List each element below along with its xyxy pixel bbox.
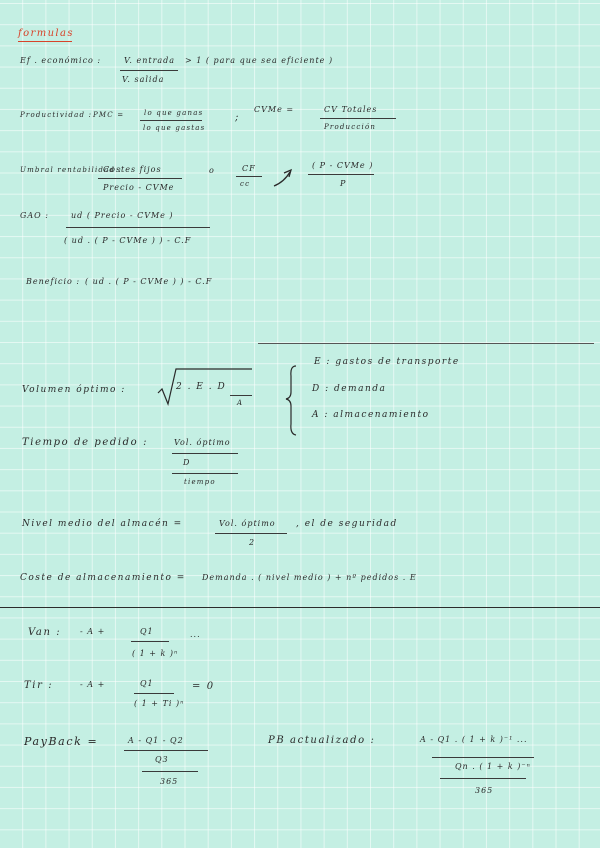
payback-updated-middle: Qn . ( 1 + k )⁻ⁿ — [455, 762, 531, 771]
efficiency-label: Ef . económico : — [20, 56, 102, 65]
order-time-label: Tiempo de pedido : — [22, 437, 149, 448]
break-even-denominator: Precio - CVMe — [103, 183, 175, 192]
payback-updated-denominator: 365 — [475, 786, 494, 795]
order-time-numerator: Vol. óptimo — [174, 438, 231, 447]
average-level-denominator: 2 — [249, 538, 256, 547]
efficiency-condition: > 1 ( para que sea eficiente ) — [185, 56, 334, 65]
payback-numerator: A - Q1 - Q2 — [128, 736, 184, 745]
efficiency-numerator: V. entrada — [124, 56, 176, 65]
square-root-sign — [158, 369, 252, 404]
productivity-label: Productividad : — [20, 111, 93, 119]
break-even-numerator: Costes fijos — [103, 165, 162, 174]
order-time-middle: D — [183, 458, 191, 467]
tir-suffix: = 0 — [192, 681, 215, 692]
tir-denominator: ( 1 + Ti )ⁿ — [134, 699, 185, 708]
gao-numerator: ud ( Precio - CVMe ) — [71, 211, 174, 220]
storage-cost-formula: Demanda . ( nivel medio ) + nº pedidos . E — [202, 573, 417, 582]
storage-cost-label: Coste de almacenamiento = — [20, 573, 186, 583]
payback-updated-label: PB actualizado : — [268, 735, 376, 746]
optimal-volume-radicand: 2 . E . D — [176, 382, 227, 392]
legend-brace — [286, 366, 296, 435]
van-numerator: Q1 — [140, 627, 154, 636]
legend-item-d: D : demanda — [312, 384, 387, 394]
break-even-or: o — [209, 166, 215, 175]
gao-denominator: ( ud . ( P - CVMe ) ) - C.F — [64, 236, 192, 245]
profit-label: Beneficio : — [26, 277, 81, 286]
average-level-numerator: Vol. óptimo — [219, 519, 276, 528]
payback-denominator: 365 — [160, 777, 179, 786]
legend-item-a: A : almacenamiento — [312, 410, 430, 420]
tir-prefix: - A + — [80, 680, 106, 689]
van-denominator: ( 1 + k )ⁿ — [132, 649, 179, 658]
order-time-denominator: tiempo — [184, 478, 216, 486]
average-level-label: Nivel medio del almacén = — [22, 519, 183, 529]
van-prefix: - A + — [80, 627, 106, 636]
optimal-volume-label: Volumen óptimo : — [22, 385, 126, 395]
cc-denominator: P — [340, 179, 347, 188]
tir-numerator: Q1 — [140, 679, 154, 688]
efficiency-denominator: V. salida — [122, 75, 165, 84]
gao-label: GAO : — [20, 211, 49, 220]
cf-denominator: cc — [240, 180, 251, 188]
average-level-suffix: , el de seguridad — [296, 519, 398, 529]
legend-item-e: E : gastos de transporte — [314, 357, 460, 367]
page-title: formulas — [18, 28, 74, 39]
optimal-volume-radicand-denominator: A — [237, 399, 244, 407]
payback-updated-numerator: A - Q1 . ( 1 + k )⁻¹ ... — [420, 735, 528, 744]
productivity-separator: ; — [235, 112, 240, 123]
cvme-numerator: CV Totales — [324, 105, 378, 114]
cc-numerator: ( P - CVMe ) — [312, 161, 374, 170]
break-even-label: Umbral rentabilidad : — [20, 166, 123, 174]
payback-middle: Q3 — [155, 755, 169, 764]
pmc-label: PMC = — [93, 111, 125, 119]
van-label: Van : — [28, 627, 62, 638]
cf-numerator: CF — [242, 164, 256, 173]
arrow-icon — [274, 172, 290, 186]
payback-label: PayBack = — [24, 735, 99, 748]
pmc-numerator: lo que ganas — [144, 109, 204, 117]
cvme-denominator: Producción — [324, 123, 377, 131]
pmc-denominator: lo que gastas — [143, 124, 206, 132]
tir-label: Tir : — [24, 680, 54, 691]
profit-formula: ( ud . ( P - CVMe ) ) - C.F — [85, 277, 213, 286]
van-suffix: ... — [190, 630, 201, 639]
cvme-label: CVMe = — [254, 105, 295, 114]
